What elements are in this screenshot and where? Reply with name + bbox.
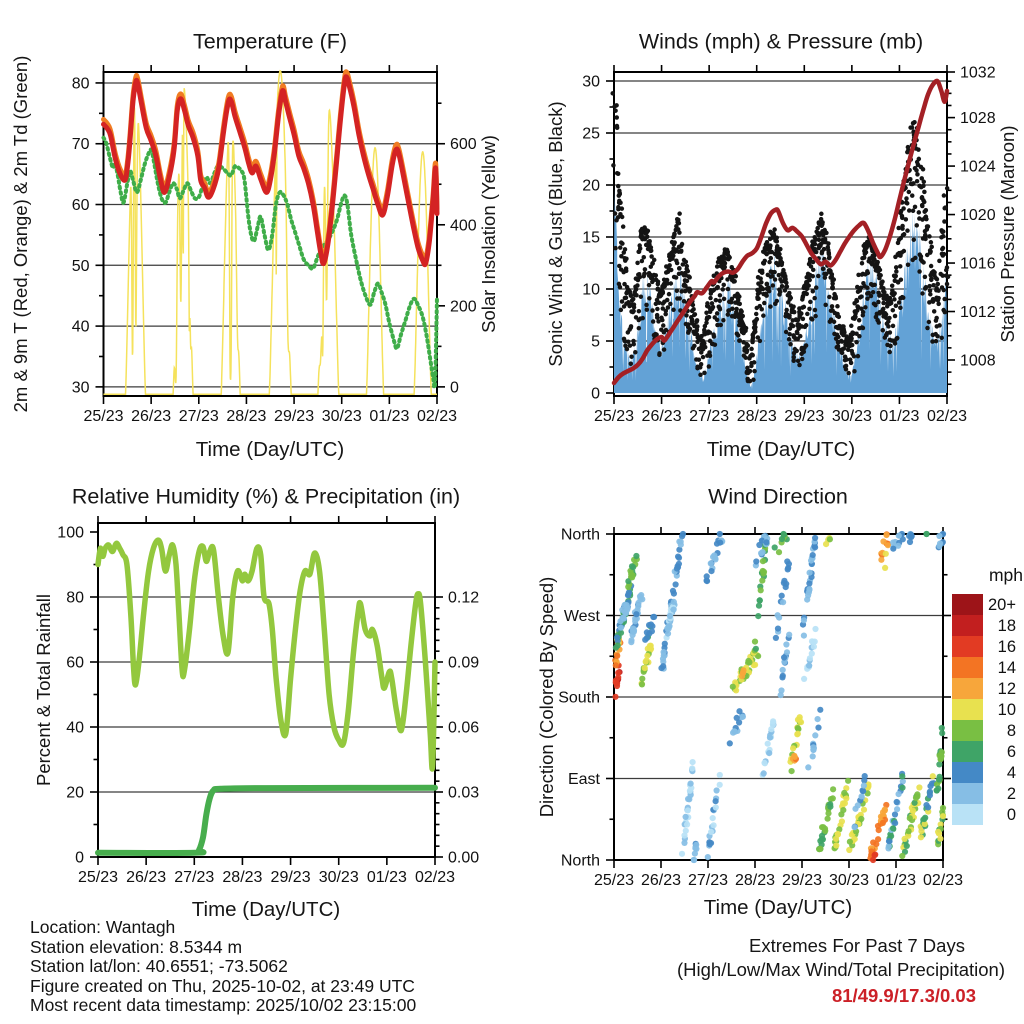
y-axis-label-direction-left: Direction (Colored By Speed) — [536, 576, 557, 818]
most-recent-data-timestamp: Most recent data timestamp: 2025/10/02 23:15:00 — [30, 995, 417, 1016]
y-axis-label-solar-right: Solar Insolation (Yellow) — [478, 135, 499, 333]
svg-text:27/23: 27/23 — [174, 869, 215, 886]
svg-text:1024: 1024 — [960, 158, 996, 176]
svg-text:0.00: 0.00 — [448, 849, 480, 867]
svg-text:20+: 20+ — [988, 596, 1016, 614]
x-axis-label-temperature: Time (Day/UTC) — [195, 438, 345, 461]
extremes-heading: Extremes For Past 7 Days — [749, 935, 965, 956]
svg-text:16: 16 — [997, 638, 1016, 656]
svg-text:02/23: 02/23 — [922, 872, 964, 889]
svg-text:1016: 1016 — [960, 255, 996, 273]
svg-text:10: 10 — [582, 281, 600, 299]
svg-text:80: 80 — [71, 75, 90, 93]
svg-text:0.09: 0.09 — [448, 654, 480, 672]
svg-text:8: 8 — [1006, 722, 1016, 740]
svg-text:30/23: 30/23 — [828, 872, 870, 889]
y-axis-label-wind-left: Sonic Wind & Gust (Blue, Black) — [545, 101, 566, 367]
y-axis-label-pressure-right: Station Pressure (Maroon) — [997, 125, 1018, 343]
svg-text:South: South — [558, 689, 600, 707]
x-axis-label-direction: Time (Day/UTC) — [703, 896, 853, 919]
svg-text:6: 6 — [1006, 743, 1016, 761]
svg-text:1008: 1008 — [960, 352, 996, 370]
panel-title-temperature: Temperature (F) — [192, 29, 348, 54]
y-axis-label-percent-left: Percent & Total Rainfall — [33, 594, 54, 786]
svg-text:0.12: 0.12 — [448, 589, 480, 607]
y-axis-label-temp-left: 2m & 9m T (Red, Orange) & 2m Td (Green) — [10, 55, 31, 413]
svg-text:1032: 1032 — [960, 64, 996, 82]
svg-text:25/23: 25/23 — [593, 408, 635, 425]
svg-text:29/23: 29/23 — [781, 872, 823, 889]
svg-text:60: 60 — [66, 654, 84, 672]
svg-text:10: 10 — [997, 701, 1016, 719]
svg-text:600: 600 — [450, 136, 477, 154]
svg-text:28/23: 28/23 — [736, 408, 777, 425]
speed-legend — [952, 565, 1023, 825]
svg-text:40: 40 — [66, 719, 84, 737]
svg-text:100: 100 — [57, 524, 84, 542]
svg-text:1020: 1020 — [960, 207, 996, 225]
svg-text:North: North — [560, 526, 600, 544]
svg-text:25/23: 25/23 — [593, 872, 635, 889]
panel-title-humidity-precip: Relative Humidity (%) & Precipitation (in) — [71, 484, 461, 509]
svg-text:12: 12 — [997, 680, 1016, 698]
svg-text:02/23: 02/23 — [926, 408, 968, 425]
extremes-values: 81/49.9/17.3/0.03 — [831, 985, 977, 1006]
legend-title: mph — [988, 565, 1024, 585]
svg-text:01/23: 01/23 — [875, 872, 917, 889]
panel-temperature — [72, 65, 477, 425]
x-axis-label-humidity: Time (Day/UTC) — [191, 898, 341, 921]
svg-text:20: 20 — [582, 177, 600, 195]
extremes-subheading: (High/Low/Max Wind/Total Precipitation) — [677, 959, 1005, 980]
svg-text:28/23: 28/23 — [226, 408, 267, 425]
svg-text:18: 18 — [997, 617, 1016, 635]
svg-text:25/23: 25/23 — [83, 408, 124, 425]
svg-text:27/23: 27/23 — [687, 872, 729, 889]
svg-text:29/23: 29/23 — [784, 408, 825, 425]
svg-text:0: 0 — [450, 379, 459, 397]
station-elevation: Station elevation: 8.5344 m — [30, 936, 243, 957]
figure-created-timestamp: Figure created on Thu, 2025-10-02, at 23:49 UTC — [30, 975, 415, 996]
svg-text:01/23: 01/23 — [366, 869, 407, 886]
svg-text:2: 2 — [1006, 785, 1016, 803]
series-rh-green — [98, 540, 435, 769]
svg-text:0: 0 — [591, 385, 600, 403]
svg-text:26/23: 26/23 — [131, 408, 172, 425]
panel-title-wind-direction: Wind Direction — [708, 484, 848, 509]
svg-text:20: 20 — [66, 784, 84, 802]
svg-text:30/23: 30/23 — [321, 408, 362, 425]
svg-text:28/23: 28/23 — [734, 872, 776, 889]
svg-text:200: 200 — [450, 298, 477, 316]
station-info-block — [30, 918, 416, 1016]
svg-text:0: 0 — [75, 849, 84, 867]
svg-text:30/23: 30/23 — [318, 869, 359, 886]
svg-text:40: 40 — [71, 318, 90, 336]
svg-text:0.06: 0.06 — [448, 719, 480, 737]
svg-text:70: 70 — [71, 136, 90, 154]
panel-wind-direction — [558, 527, 963, 890]
svg-text:26/23: 26/23 — [640, 872, 682, 889]
panel-humidity-precip — [57, 516, 479, 886]
svg-text:East: East — [567, 771, 600, 788]
svg-text:5: 5 — [591, 333, 600, 351]
panel-winds-pressure — [582, 65, 995, 426]
svg-text:West: West — [563, 608, 600, 625]
svg-text:26/23: 26/23 — [641, 408, 682, 425]
svg-text:29/23: 29/23 — [270, 869, 311, 886]
series-solar-yellow — [104, 71, 438, 394]
station-location: Location: Wantagh — [30, 917, 176, 937]
svg-text:60: 60 — [71, 197, 90, 215]
series-t-2m-red — [104, 77, 438, 265]
svg-text:02/23: 02/23 — [414, 869, 456, 886]
svg-text:30: 30 — [582, 73, 600, 91]
svg-text:50: 50 — [71, 257, 90, 275]
svg-text:01/23: 01/23 — [879, 408, 920, 425]
svg-text:02/23: 02/23 — [416, 408, 458, 425]
svg-text:80: 80 — [66, 589, 84, 607]
svg-text:1028: 1028 — [960, 110, 996, 128]
svg-text:400: 400 — [450, 217, 477, 235]
svg-text:14: 14 — [997, 659, 1016, 677]
svg-text:1012: 1012 — [960, 304, 996, 322]
svg-text:North: North — [560, 852, 600, 870]
svg-text:0: 0 — [1006, 806, 1016, 824]
svg-text:25: 25 — [582, 125, 600, 143]
svg-text:25/23: 25/23 — [77, 869, 119, 886]
svg-text:28/23: 28/23 — [222, 869, 263, 886]
svg-text:4: 4 — [1006, 764, 1016, 782]
svg-text:01/23: 01/23 — [369, 408, 410, 425]
svg-text:15: 15 — [582, 229, 600, 247]
station-latlon: Station lat/lon: 40.6551; -73.5062 — [30, 956, 288, 977]
svg-text:27/23: 27/23 — [689, 408, 730, 425]
svg-text:26/23: 26/23 — [126, 869, 167, 886]
svg-text:30: 30 — [71, 379, 90, 397]
series-precip-green — [98, 788, 435, 853]
svg-text:29/23: 29/23 — [274, 408, 315, 425]
svg-text:27/23: 27/23 — [178, 408, 219, 425]
x-axis-label-winds: Time (Day/UTC) — [706, 438, 856, 461]
svg-text:30/23: 30/23 — [831, 408, 872, 425]
svg-text:0.03: 0.03 — [448, 784, 480, 802]
panel-title-winds-pressure: Winds (mph) & Pressure (mb) — [638, 29, 924, 54]
